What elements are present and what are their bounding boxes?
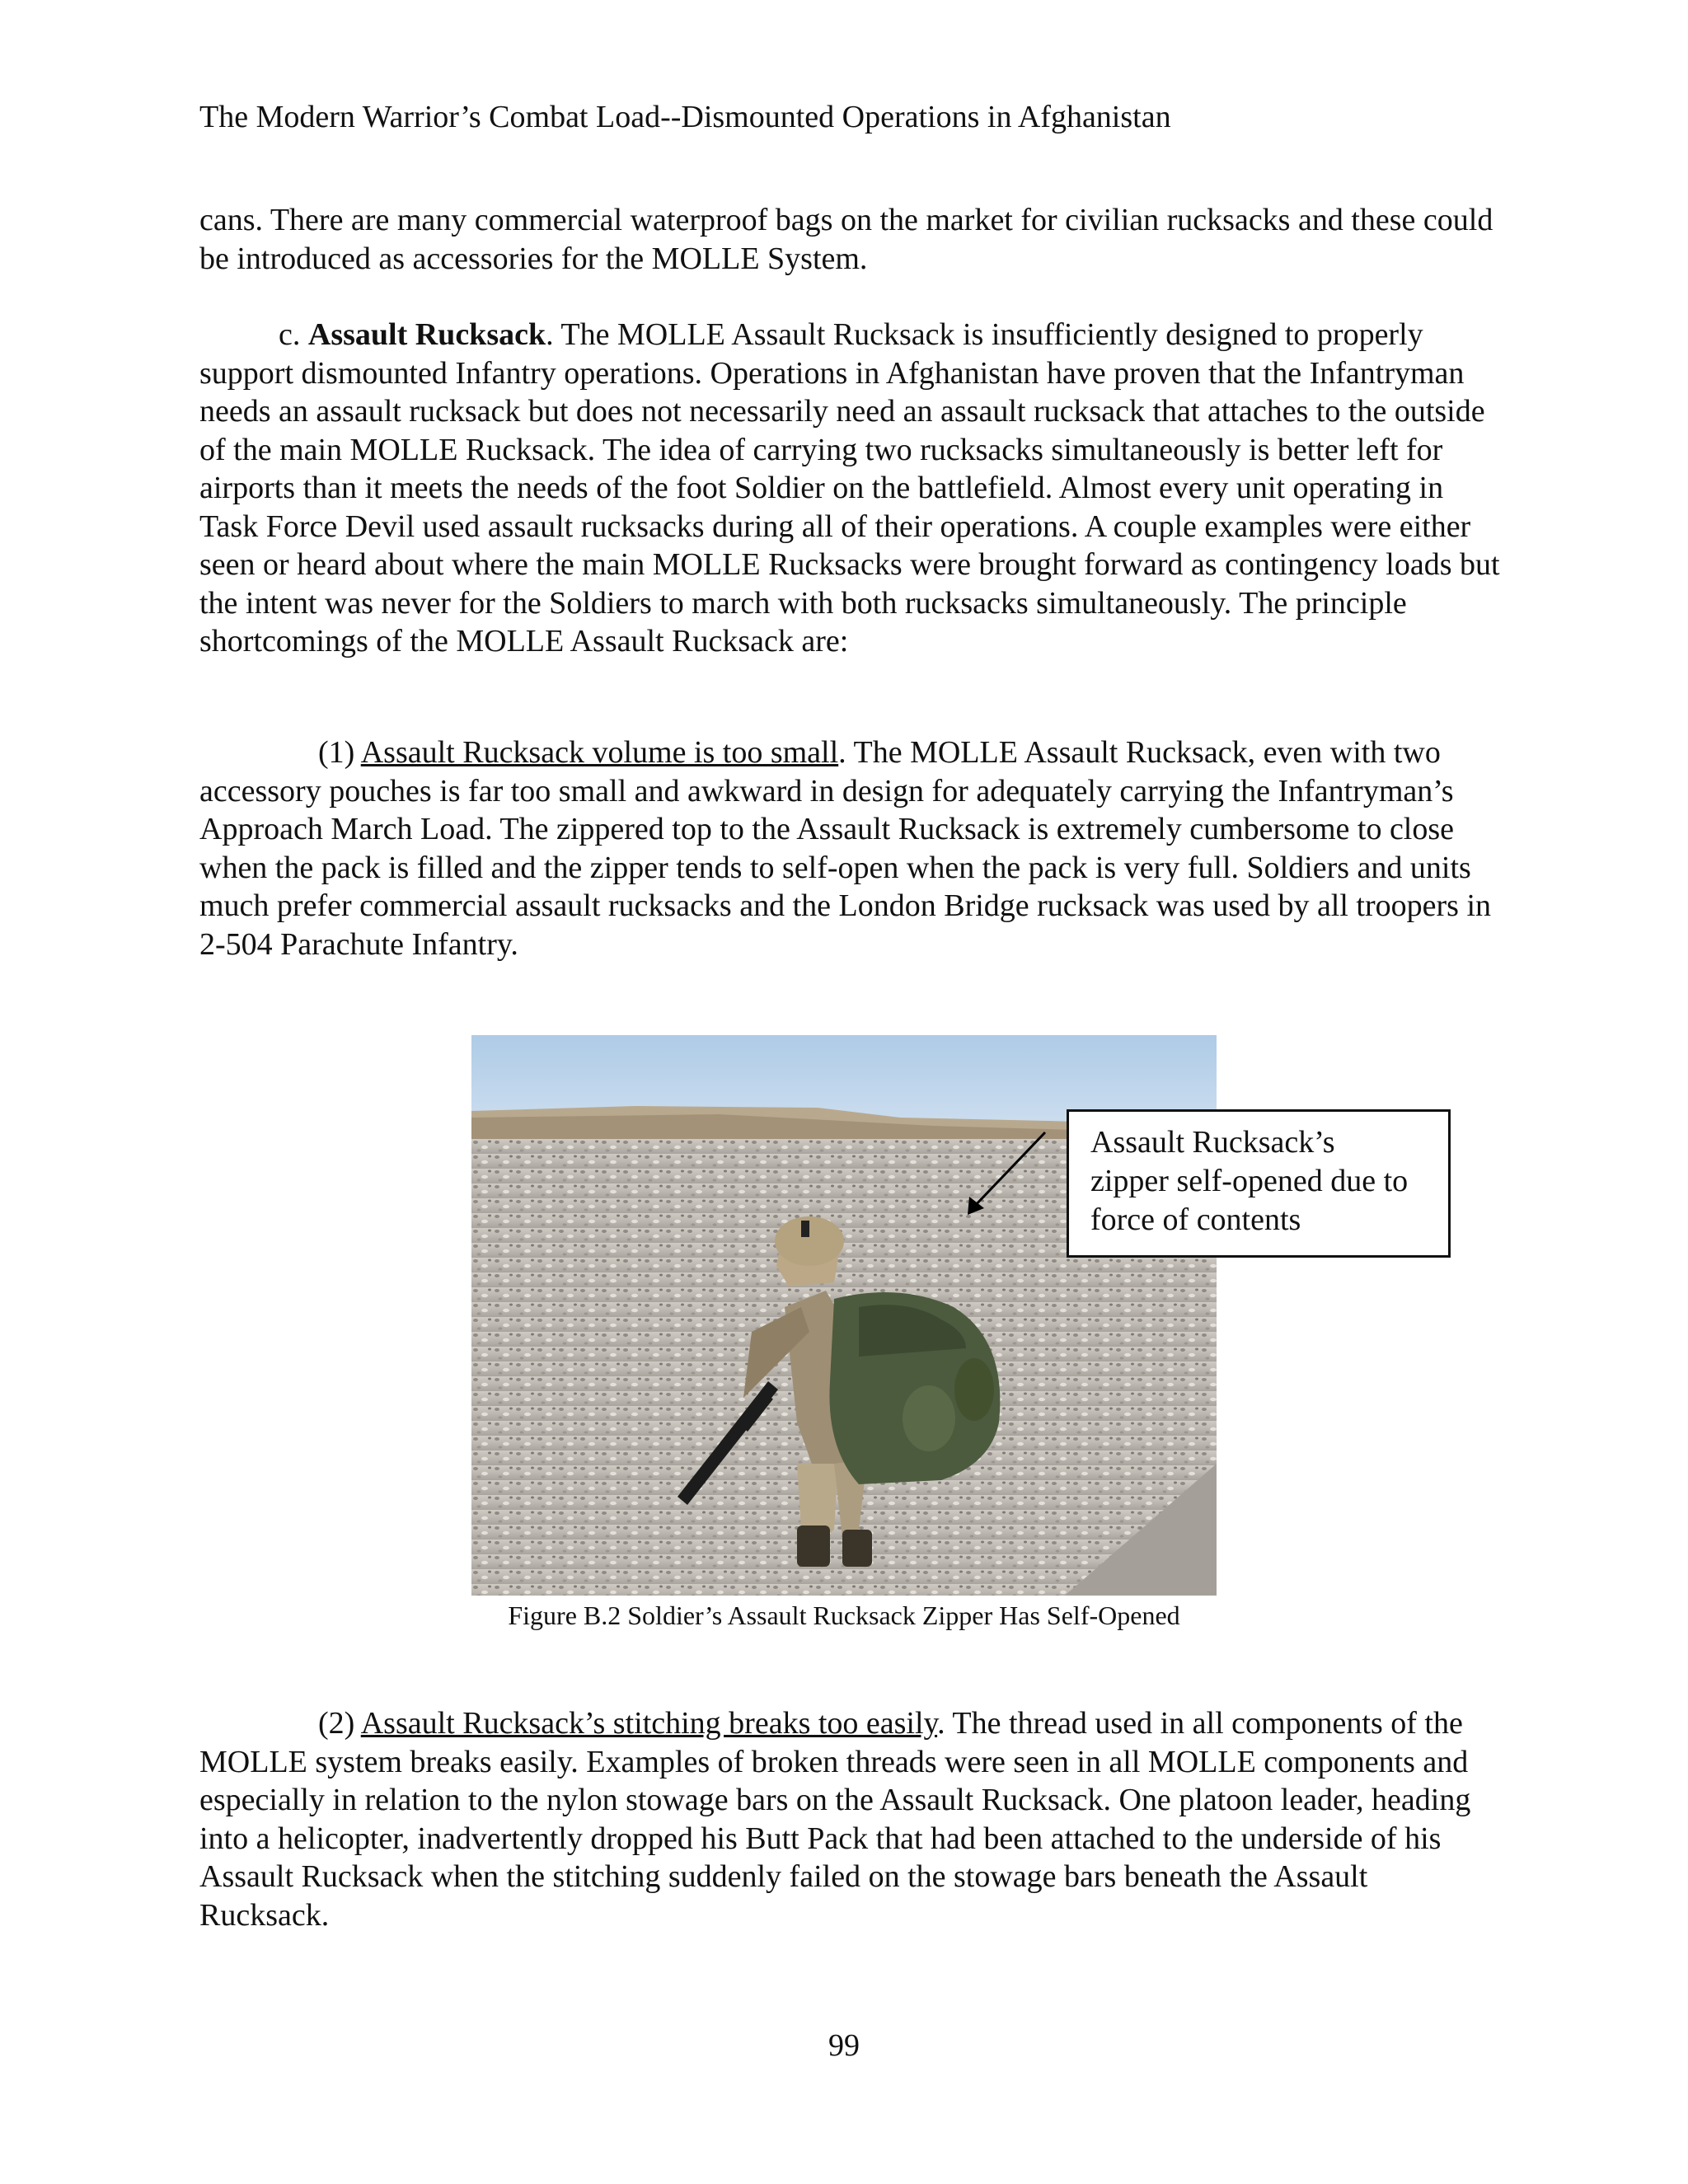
paragraph-text: cans. There are many commercial waterproof bags on the market for civilian rucksacks and these could be introduced as accessories for the MOLLE System.	[199, 203, 1493, 276]
running-header: The Modern Warrior’s Combat Load--Dismounted Operations in Afghanistan	[199, 100, 1171, 134]
paragraph-stitching-breaks	[199, 1704, 1502, 1934]
callout-line: Assault Rucksack’s	[1090, 1125, 1335, 1160]
callout-arrow	[956, 1129, 1071, 1228]
paragraph-text: . The thread used in all components of the MOLLE system breaks easily. Examples of broken threads were seen in all MOLLE components and especially in relation to the nylon stowage bars on the Assault Rucksack. One platoon leader, heading into a helicopter, inadvertently dropped his Butt Pack that had been attached to the underside of his Assault Rucksack when the stitching suddenly failed on the stowage bars beneath the Assault Rucksack.	[199, 1706, 1471, 1933]
paragraph-label: c.	[279, 317, 308, 352]
paragraph-assault-rucksack	[199, 316, 1502, 661]
paragraph-label: (2)	[318, 1706, 361, 1741]
callout-line: force of contents	[1090, 1202, 1301, 1237]
paragraph-volume-too-small	[199, 733, 1502, 963]
paragraph-text: . The MOLLE Assault Rucksack, even with two accessory pouches is far too small and awkward in design for adequately carrying the Infantryman’s Approach March Load. The zippered top to the Assault Rucksack is extremely cumbersome to close when the pack is filled and the zipper tends to self-open when the pack is very full. Soldiers and units much prefer commercial assault rucksacks and the London Bridge rucksack was used by all troopers in 2-504 Parachute Infantry.	[199, 735, 1491, 962]
figure-callout	[1067, 1109, 1451, 1258]
paragraph-continuation	[199, 201, 1502, 278]
figure-caption: Figure B.2 Soldier’s Assault Rucksack Zipper Has Self-Opened	[508, 1601, 1180, 1630]
paragraph-text: . The MOLLE Assault Rucksack is insufficiently designed to properly support dismounted Infantry operations. Operations in Afghanistan have proven that the Infantryman needs an assault rucksack but does not necessarily need an assault rucksack that attaches to the outside of the main MOLLE Rucksack. The idea of carrying two rucksacks simultaneously is better left for airports than it meets the needs of the foot Soldier on the battlefield. Almost every unit operating in Task Force Devil used assault rucksacks during all of their operations. A couple examples were either seen or heard about where the main MOLLE Rucksacks were brought forward as contingency loads but the intent was never for the Soldiers to march with both rucksacks simultaneously. The principle shortcomings of the MOLLE Assault Rucksack are:	[199, 317, 1500, 658]
subsection-heading: Assault Rucksack volume is too small	[360, 735, 839, 770]
subsection-heading: Assault Rucksack’s stitching breaks too easily	[360, 1706, 938, 1741]
callout-line: zipper self-opened due to	[1090, 1164, 1409, 1198]
paragraph-label: (1)	[318, 735, 361, 770]
page-number: 99	[828, 2028, 860, 2063]
section-heading: Assault Rucksack	[307, 317, 546, 352]
